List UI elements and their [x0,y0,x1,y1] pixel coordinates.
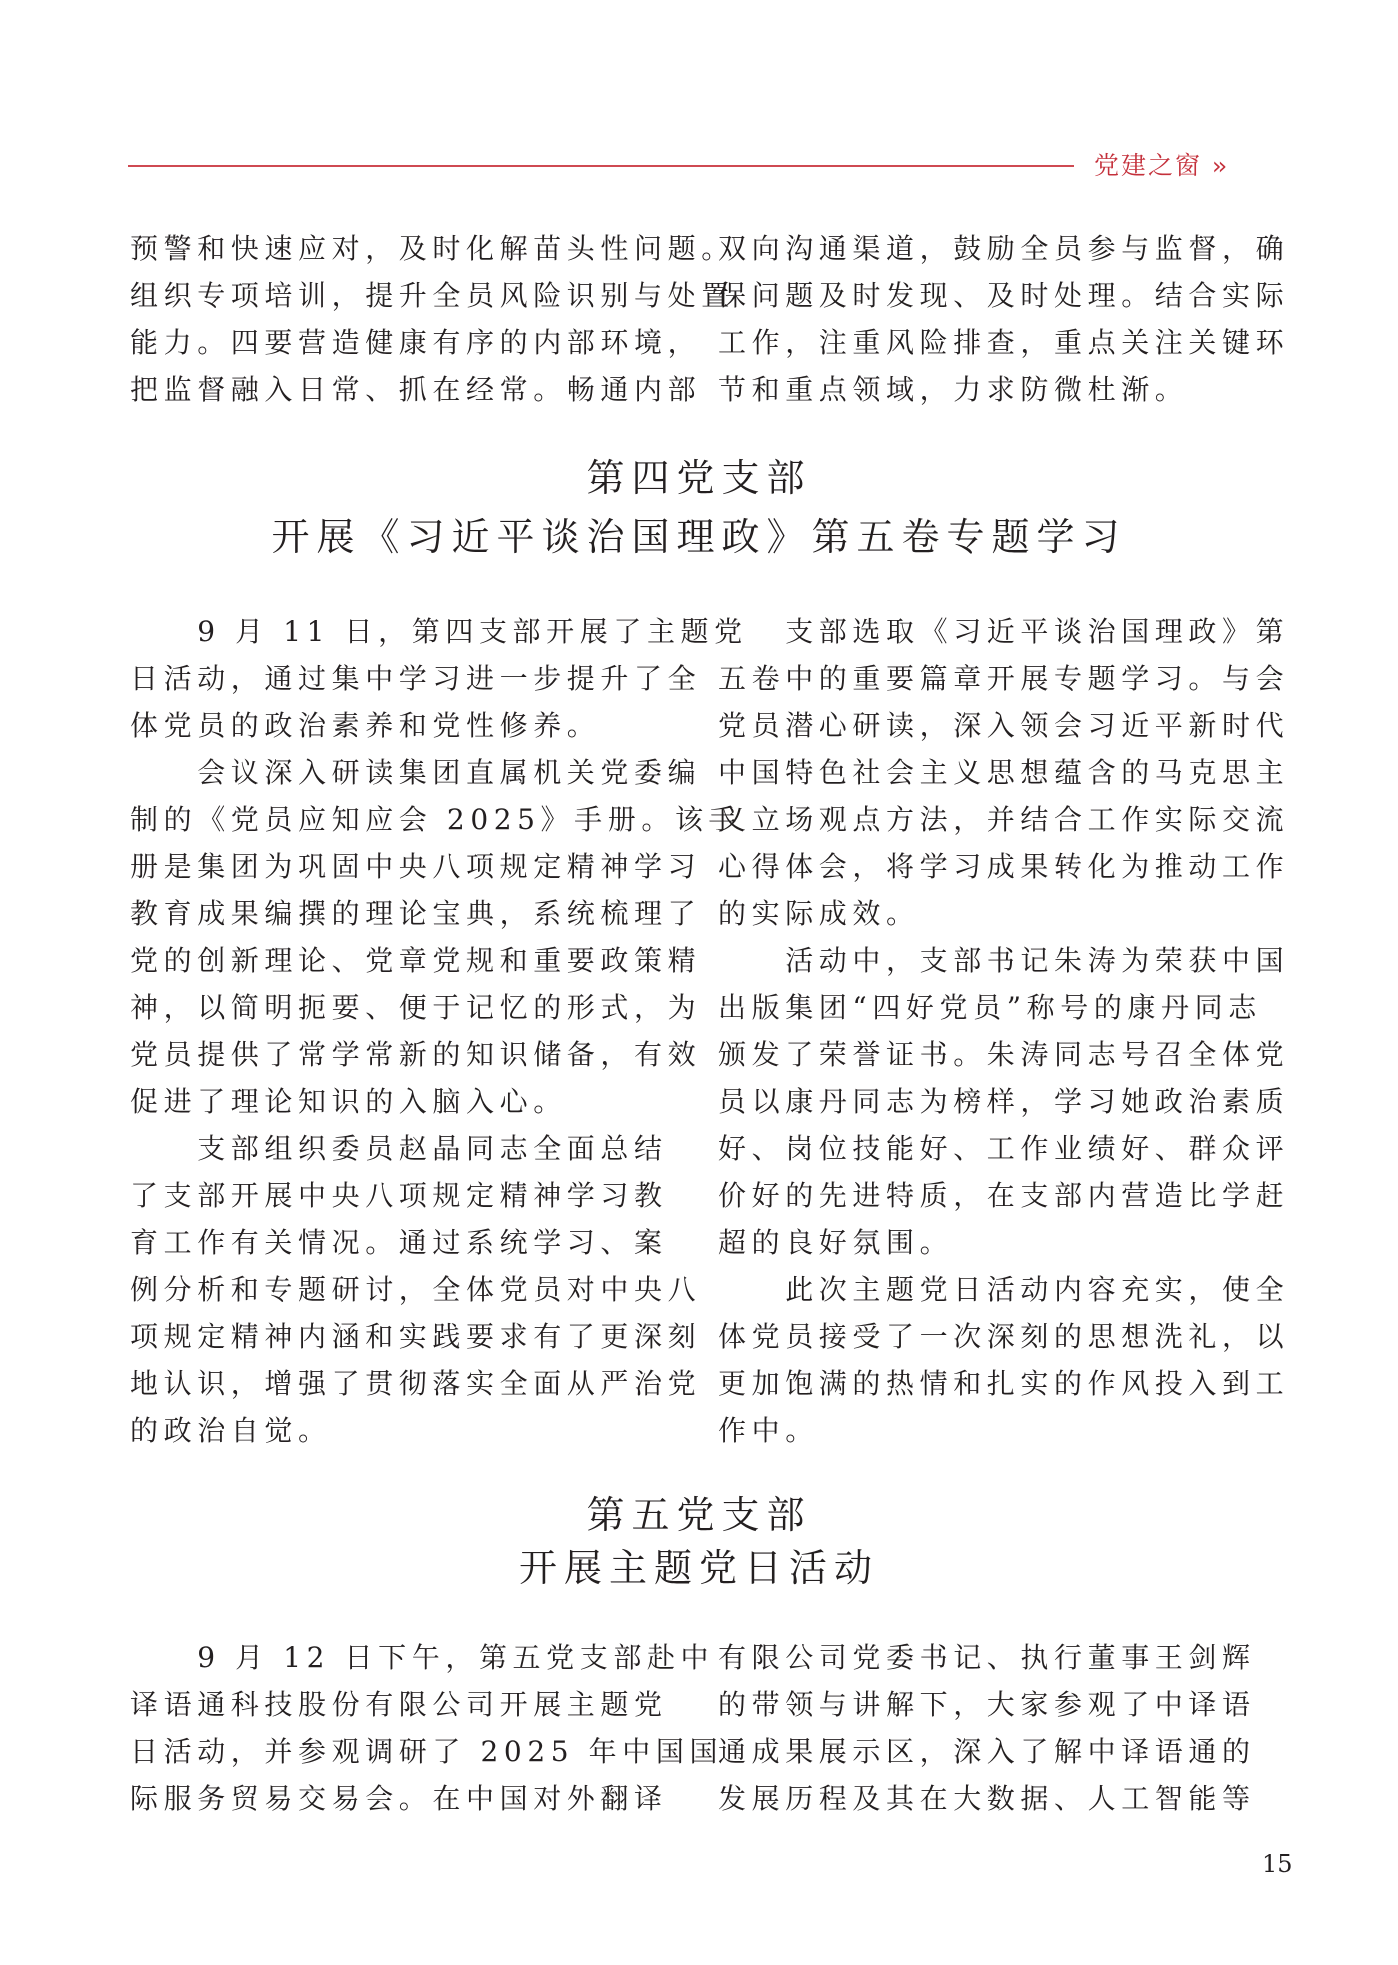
text-line: 9 月 12 日下午，第五党支部赴中 [130,1641,715,1674]
text-line: 党员潜心研读，深入领会习近平新时代 [718,709,1290,742]
article4-heading-line1: 第四党支部 [586,456,812,500]
text-line: 预警和快速应对，及时化解苗头性问题。 [130,232,735,265]
text-line: 作中。 [718,1414,819,1447]
text-line: 发展历程及其在大数据、人工智能等 [718,1782,1256,1815]
text-line: 出版集团“四好党员”称号的康丹同志 [718,991,1262,1024]
text-line: 颁发了荣誉证书。朱涛同志号召全体党 [718,1038,1290,1071]
text-line: 了支部开展中央八项规定精神学习教 [130,1179,668,1212]
text-line: 体党员的政治素养和党性修养。 [130,709,601,742]
text-line: 支部组织委员赵晶同志全面总结 [130,1132,668,1165]
text-line: 双向沟通渠道，鼓励全员参与监督，确 [718,232,1290,265]
text-line: 有限公司党委书记、执行董事王剑辉 [718,1641,1256,1674]
text-line: 的带领与讲解下，大家参观了中译语 [718,1688,1256,1721]
section-title-text: 党建之窗 [1094,151,1203,180]
article5-heading-line2: 开展主题党日活动 [518,1546,879,1590]
text-line: 例分析和专题研讨，全体党员对中央八 [130,1273,702,1306]
article4-heading-line2: 开展《习近平谈治国理政》第五卷专题学习 [271,515,1127,559]
page-number: 15 [1262,1850,1293,1878]
text-line: 五卷中的重要篇章开展专题学习。与会 [718,662,1290,695]
text-line: 教育成果编撰的理论宝典，系统梳理了 [130,897,702,930]
text-line: 制的《党员应知应会 2025》手册。该手 [130,803,743,836]
article5-right-column [718,1634,1256,1822]
text-line: 活动中，支部书记朱涛为荣获中国 [718,944,1290,977]
intro-left-column [130,225,735,413]
text-line: 体党员接受了一次深刻的思想洗礼，以 [718,1320,1290,1353]
text-line: 心得体会，将学习成果转化为推动工作 [718,850,1290,883]
text-line: 员以康丹同志为榜样，学习她政治素质 [718,1085,1290,1118]
text-line: 译语通科技股份有限公司开展主题党 [130,1688,668,1721]
text-line: 通成果展示区，深入了解中译语通的 [718,1735,1256,1768]
text-line: 义立场观点方法，并结合工作实际交流 [718,803,1290,836]
text-line: 此次主题党日活动内容充实，使全 [718,1273,1290,1306]
text-line: 把监督融入日常、抓在经常。畅通内部 [130,373,702,406]
text-line: 党员提供了常学常新的知识储备，有效 [130,1038,702,1071]
text-line: 9 月 11 日，第四支部开展了主题党 [130,615,748,648]
text-line: 能力。四要营造健康有序的内部环境， [130,326,702,359]
text-line: 更加饱满的热情和扎实的作风投入到工 [718,1367,1290,1400]
text-line: 的政治自觉。 [130,1414,332,1447]
text-line: 册是集团为巩固中央八项规定精神学习 [130,850,702,883]
text-line: 保问题及时发现、及时处理。结合实际 [718,279,1290,312]
text-line: 地认识，增强了贯彻落实全面从严治党 [130,1367,702,1400]
double-chevron-right-icon: ›› [1212,152,1224,180]
section-title [1094,148,1223,184]
text-line: 党的创新理论、党章党规和重要政策精 [130,944,702,977]
intro-right-column [718,225,1290,413]
article4-right-column [718,608,1290,1454]
article5-left-column [130,1634,724,1822]
text-line: 支部选取《习近平谈治国理政》第 [718,615,1290,648]
text-line: 价好的先进特质，在支部内营造比学赶 [718,1179,1290,1212]
text-line: 促进了理论知识的入脑入心。 [130,1085,567,1118]
text-line: 工作，注重风险排查，重点关注关键环 [718,326,1290,359]
text-line: 项规定精神内涵和实践要求有了更深刻 [130,1320,702,1353]
text-line: 会议深入研读集团直属机关党委编 [130,756,702,789]
article5-heading-line1: 第五党支部 [586,1493,812,1537]
text-line: 日活动，并参观调研了 2025 年中国国 [130,1735,724,1768]
text-line: 日活动，通过集中学习进一步提升了全 [130,662,702,695]
text-line: 际服务贸易交易会。在中国对外翻译 [130,1782,668,1815]
text-line: 中国特色社会主义思想蕴含的马克思主 [718,756,1290,789]
text-line: 好、岗位技能好、工作业绩好、群众评 [718,1132,1290,1165]
text-line: 超的良好氛围。 [718,1226,954,1259]
text-line: 节和重点领域，力求防微杜渐。 [718,373,1189,406]
text-line: 神，以简明扼要、便于记忆的形式，为 [130,991,702,1024]
header-rule [128,165,1074,167]
article4-left-column [130,608,748,1454]
text-line: 组织专项培训，提升全员风险识别与处置 [130,279,735,312]
text-line: 的实际成效。 [718,897,920,930]
text-line: 育工作有关情况。通过系统学习、案 [130,1226,668,1259]
